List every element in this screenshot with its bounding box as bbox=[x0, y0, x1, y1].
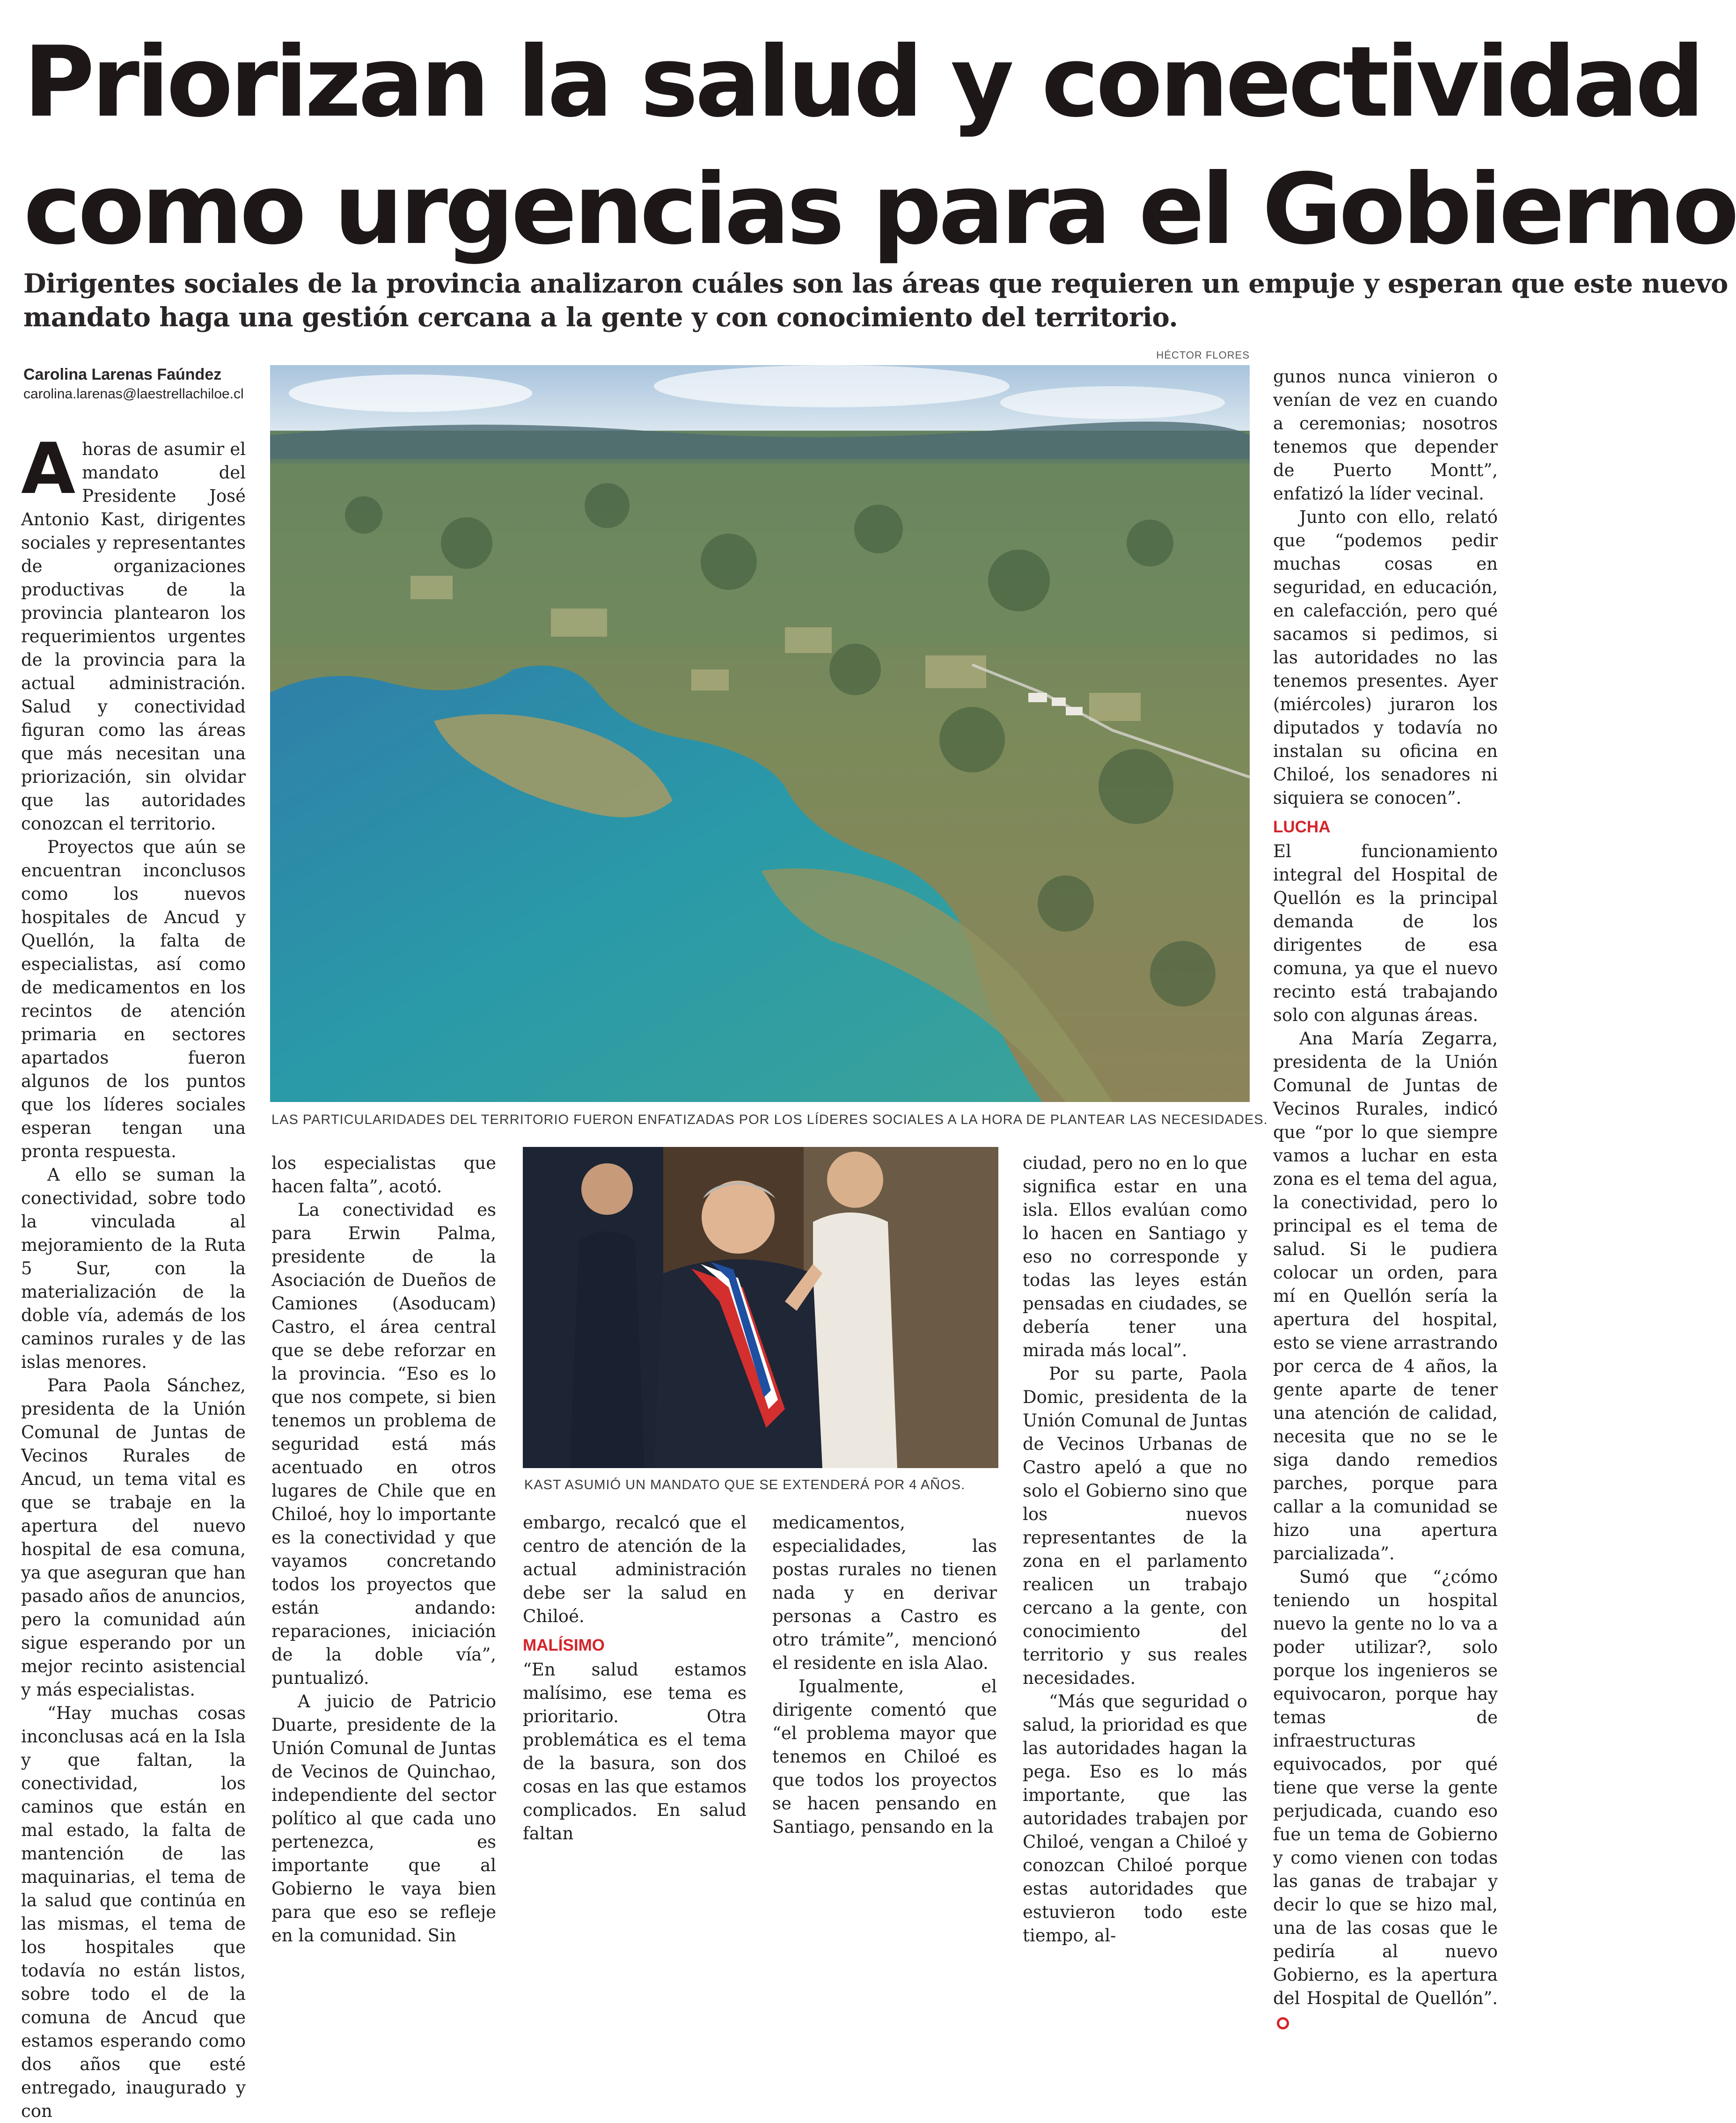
paragraph: Sumó que “¿cómo teniendo un hospital nuevo la gente no lo va a poder utilizar?, solo porque los ingenieros se equivocaron, porque hay temas de infraestructuras equivocados, por qué tiene que verse la gente perjudicada, cuando eso fue un tema de Gobierno y como vienen con todas las ganas de trabajar y decir lo que se hizo mal, una de las cosas que le pediría al nuevo Gobierno, es la apertura del Hospital de Quellón”. bbox=[1273, 1565, 1498, 2034]
paragraph: El funcionamiento integral del Hospital de Quellón es la principal demanda de los dirigentes de esa comuna, ya que el nuevo recinto está trabajando solo con algunas áreas. bbox=[1273, 841, 1498, 1025]
subheadline bbox=[23, 267, 1728, 334]
paragraph: Ana María Zegarra, presidenta de la Unión Comunal de Juntas de Vecinos Rurales, indicó que “por lo que siempre vamos a luchar en esta zona es el tema del agua, la conectividad, pero lo principal es el tema de salud. Si le pudiera colocar un orden, para mí en Quellón sería la apertura del hospital, esto se viene arrastrando por cerca de 4 años, la gente aparte de tener una atención de calidad, necesita que no se le siga dando remedios parches, porque para callar a la comunidad se hizo una apertura parcializada”. bbox=[1273, 1028, 1498, 1564]
body-column-1 bbox=[21, 428, 246, 2123]
body-column-5 bbox=[1023, 1152, 1247, 1947]
subhead-lucha: LUCHA bbox=[1273, 818, 1331, 836]
paragraph: Proyectos que aún se encuentran inconclusos como los nuevos hospitales de Ancud y Quellón, la falta de especialistas, así como de medicamentos en los recintos de atención primaria en sectores apartados fueron algunos de los puntos que los líderes sociales esperan tengan una pronta respuesta. bbox=[21, 837, 246, 1161]
subheadline-line-2: mandato haga una gestión cercana a la gente y con conocimiento del territorio. bbox=[23, 302, 1178, 333]
paragraph: A juicio de Patricio Duarte, presidente de la Unión Comunal de Juntas de Vecinos de Quinchao, independiente del sector político al que cada uno pertenezca, es importante que al Gobierno le vaya bien para que eso se refleje en la comunidad. Sin bbox=[271, 1691, 496, 1946]
paragraph: A ello se suman la conectividad, sobre todo la vinculada al mejoramiento de la Ruta 5 Sur, con la materialización de la doble vía, además de los caminos rurales y de las islas menores. bbox=[21, 1165, 246, 1372]
paragraph: “En salud estamos malísimo, ese tema es prioritario. Otra problemática es el tema de la basura, son dos cosas en las que estamos complicados. En salud faltan bbox=[523, 1660, 747, 1844]
kast-photo-image bbox=[523, 1147, 998, 1468]
paragraph: ciudad, pero no en lo que significa estar en una isla. Ellos evalúan como lo hacen en Santiago y eso no corresponde y todas las leyes están pensadas en ciudades, se debería tener una mirada más local”. bbox=[1023, 1153, 1247, 1360]
kast-photo bbox=[523, 1147, 998, 1468]
paragraph: embargo, recalcó que el centro de atención de la actual administración debe ser la salud en Chiloé. bbox=[523, 1513, 747, 1626]
subheadline-line-1: Dirigentes sociales de la provincia analizaron cuáles son las áreas que requieren un empuje y esperan que este nuevo bbox=[23, 268, 1728, 299]
headline-line-1: Priorizan la salud y conectividad bbox=[23, 26, 1702, 139]
paragraph: “Más que seguridad o salud, la prioridad es que las autoridades hagan la pega. Eso es lo más importante, que las autoridades trabajen por Chiloé, vengan a Chiloé y conozcan Chiloé porque estas autoridades que estuvieron todo este tiempo, al- bbox=[1023, 1691, 1247, 1946]
headline bbox=[23, 19, 1736, 273]
body-column-6 bbox=[1273, 365, 1498, 2034]
paragraph: los especialistas que hacen falta”, acotó. bbox=[271, 1153, 496, 1197]
kast-photo-caption: KAST ASUMIÓ UN MANDATO QUE SE EXTENDERÁ POR 4 AÑOS. bbox=[524, 1477, 966, 1492]
body-column-4 bbox=[772, 1511, 997, 1839]
paragraph: medicamentos, especialidades, las postas rurales no tienen nada y en derivar personas a Castro es otro trámite”, mencionó el residente en isla Alao. bbox=[772, 1513, 997, 1673]
paragraph: La conectividad es para Erwin Palma, presidente de la Asociación de Dueños de Camiones (Asoducam) Castro, el área central que se debe reforzar en la provincia. “Eso es lo que nos compete, si bien tenemos un problema de seguridad está más acentuado en otros lugares de Chile que en Chiloé, hoy lo importante es la conectividad y que vayamos concretando todos los proyectos que están andando: reparaciones, iniciación de la doble vía”, puntualizó. bbox=[271, 1200, 496, 1688]
author-email[interactable]: carolina.larenas@laestrellachiloe.cl bbox=[23, 386, 244, 402]
photo-credit: HÉCTOR FLORES bbox=[1156, 349, 1250, 361]
byline bbox=[23, 364, 267, 404]
paragraph: Ahoras de asumir el mandato del Presidente José Antonio Kast, dirigentes sociales y representantes de organizaciones productivas de la provincia plantearon los requerimientos urgentes de la provincia para la actual administración. Salud y conectividad figuran como las áreas que más necesitan una priorización, sin olvidar que las autoridades conozcan el territorio. bbox=[21, 428, 246, 834]
headline-line-2: como urgencias para el Gobierno bbox=[23, 153, 1736, 266]
paragraph: gunos nunca vinieron o venían de vez en cuando a ceremonias; nosotros tenemos que depender de Puerto Montt”, enfatizó la líder vecinal. bbox=[1273, 367, 1498, 504]
subhead-malisimo: MALÍSIMO bbox=[523, 1636, 605, 1654]
paragraph: “Hay muchas cosas inconclusas acá en la Isla y que faltan, la conectividad, los caminos que están en mal estado, la falta de mantención de las maquinarias, el tema de la salud que continúa en las mismas, el tema de los hospitales que todavía no están listos, sobre todo el de la comuna de Ancud que estamos esperando como dos años que esté entregado, inaugurado y con bbox=[21, 1703, 246, 2121]
aerial-photo bbox=[270, 365, 1250, 1102]
paragraph: Para Paola Sánchez, presidenta de la Unión Comunal de Juntas de Vecinos Rurales de Ancud, un tema vital es que se trabaje en la apertura del nuevo hospital de esa comuna, ya que aseguran que han pasado años de anuncios, pero la comunidad aún sigue esperando por un mejor recinto asistencial y más especialistas. bbox=[21, 1375, 246, 1700]
paragraph: Por su parte, Paola Domic, presidenta de la Unión Comunal de Juntas de Vecinos Urbanas de Castro apeló a que no solo el Gobierno sino que los nuevos representantes de la zona en el parlamento realicen un trabajo cercano a la gente, con conocimiento del territorio y sus reales necesidades. bbox=[1023, 1364, 1247, 1688]
aerial-photo-image bbox=[270, 365, 1250, 1102]
aerial-photo-caption: LAS PARTICULARIDADES DEL TERRITORIO FUERON ENFATIZADAS POR LOS LÍDERES SOCIALES A LA HORA DE PLANTEAR LAS NECESIDADES. bbox=[271, 1112, 1268, 1127]
body-column-2 bbox=[271, 1152, 496, 1947]
drop-cap: A bbox=[21, 428, 76, 510]
author-name: Carolina Larenas Faúndez bbox=[23, 366, 222, 383]
body-column-3 bbox=[523, 1511, 747, 1845]
paragraph: Igualmente, el dirigente comentó que “el problema mayor que tenemos en Chiloé es que todos los proyectos se hacen pensando en Santiago, pensando en la bbox=[772, 1676, 997, 1837]
paragraph: Junto con ello, relató que “podemos pedir muchas cosas en seguridad, en educación, en calefacción, pero qué sacamos si pedimos, si las autoridades no las tenemos presentes. Ayer (miércoles) juraron los diputados y todavía no instalan su oficina en Chiloé, los senadores ni siquiera se conocen”. bbox=[1273, 507, 1498, 808]
end-of-article-icon bbox=[1277, 2017, 1289, 2029]
